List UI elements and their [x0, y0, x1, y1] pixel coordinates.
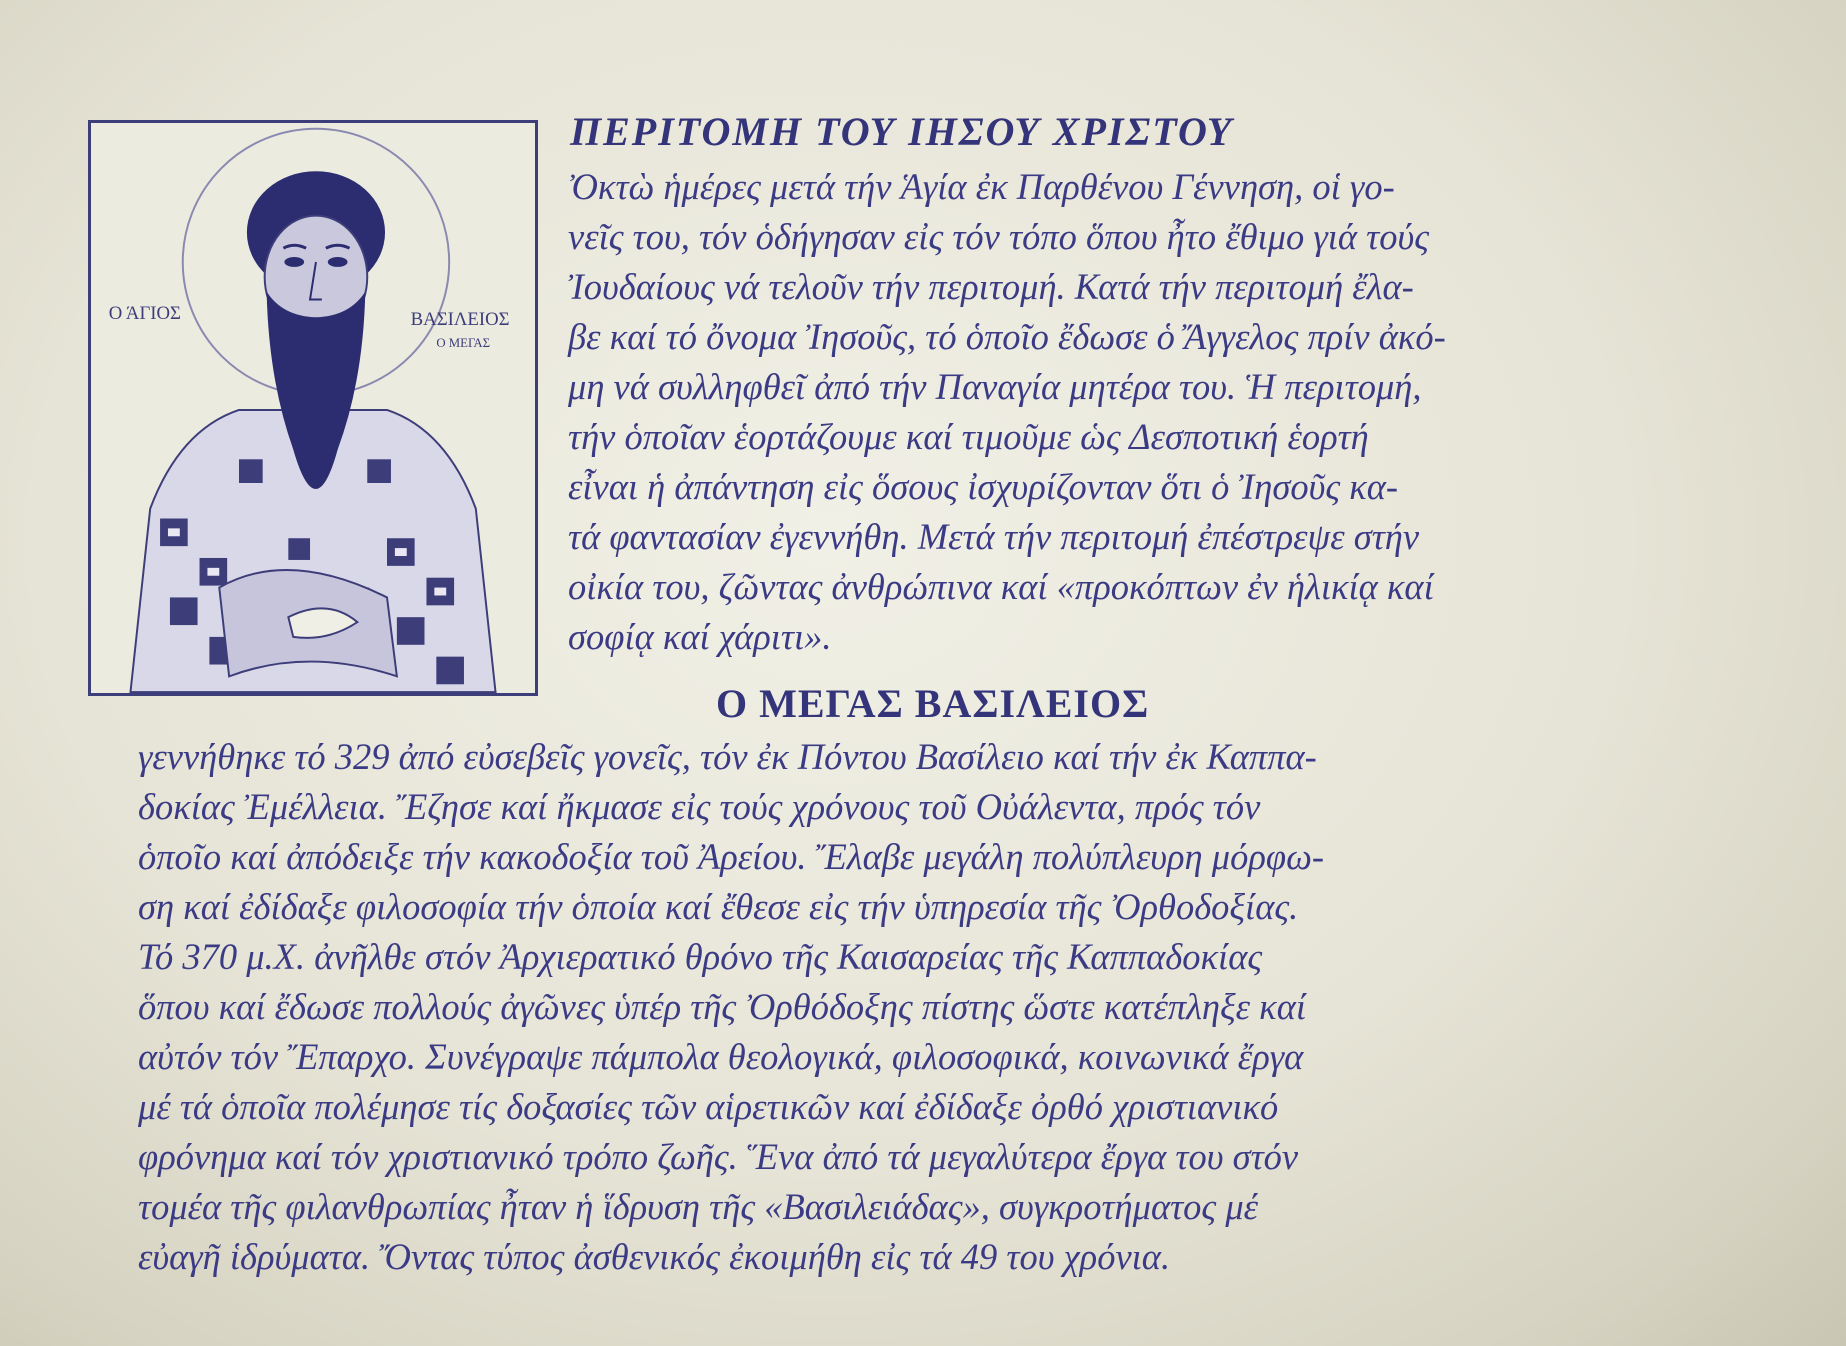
section1-line: εἶναι ἡ ἀπάντηση εἰς ὅσους ἰσχυρίζονταν ὅτι ὁ Ἰησοῦς κα-	[568, 466, 1399, 507]
icon-caption-left: Ο ΆΓΙΟΣ	[108, 303, 181, 325]
section1-line: Ἰουδαίους νά τελοῦν τήν περιτομή. Κατά τήν περιτομή ἔλα-	[568, 266, 1414, 307]
section2-line: εὐαγῆ ἱδρύματα. Ὄντας τύπος ἀσθενικός ἐκοιμήθη εἰς τά 49 του χρόνια.	[138, 1236, 1171, 1277]
section2-line: φρόνημα καί τόν χριστιανικό τρόπο ζωῆς. Ἕνα ἀπό τά μεγαλύτερα ἔργα του στόν	[138, 1136, 1299, 1177]
section1-line: μη νά συλληφθεῖ ἀπό τήν Παναγία μητέρα του. Ἡ περιτομή,	[568, 366, 1422, 407]
section2-line: ση καί ἐδίδαξε φιλοσοφία τήν ὁποία καί ἔθεσε εἰς τήν ὑπηρεσία τῆς Ὀρθοδοξίας.	[138, 886, 1299, 927]
section1-title: ΠΕΡΙΤΟΜΗ ΤΟΥ ΙΗΣΟΥ ΧΡΙΣΤΟΥ	[570, 109, 1234, 154]
icon-caption-sub: Ο ΜΕΓΑΣ	[436, 335, 491, 350]
section2-line: ὁποῖο καί ἀπόδειξε τήν κακοδοξία τοῦ Ἀρείου. Ἔλαβε μεγάλη πολύπλευρη μόρφω-	[138, 836, 1325, 877]
section1-line: οἰκία του, ζῶντας ἀνθρώπινα καί «προκόπτων ἐν ἡλικίᾳ καί	[568, 566, 1434, 607]
section1-line: σοφίᾳ καί χάριτι».	[568, 616, 832, 657]
section2-line: μέ τά ὁποῖα πολέμησε τίς δοξασίες τῶν αἱρετικῶν καί ἐδίδαξε ὀρθό χριστιανικό	[138, 1086, 1279, 1127]
saint-icon-image	[88, 120, 538, 696]
section2-line: ὅπου καί ἔδωσε πολλούς ἀγῶνες ὑπέρ τῆς Ὀρθόδοξης πίστης ὥστε κατέπληξε καί	[138, 986, 1306, 1027]
section1-line: νεῖς του, τόν ὁδήγησαν εἰς τόν τόπο ὅπου ἦτο ἔθιμο γιά τούς	[568, 216, 1430, 257]
section2-title: Ο ΜΕΓΑΣ ΒΑΣΙΛΕΙΟΣ	[716, 681, 1150, 726]
section2-paragraph	[138, 732, 1324, 1282]
section2-line: δοκίας Ἐμέλλεια. Ἔζησε καί ἤκμασε εἰς τούς χρόνους τοῦ Οὐάλεντα, πρός τόν	[138, 786, 1261, 827]
section2-line: τομέα τῆς φιλανθρωπίας ἦταν ἡ ἵδρυση τῆς «Βασιλειάδας», συγκροτήματος μέ	[138, 1186, 1259, 1227]
section1-line: βε καί τό ὄνομα Ἰησοῦς, τό ὁποῖο ἔδωσε ὁ Ἄγγελος πρίν ἀκό-	[568, 316, 1446, 357]
section1-line: Ὀκτὼ ἡμέρες μετά τήν Ἁγία ἐκ Παρθένου Γέννηση, οἱ γο-	[568, 166, 1395, 207]
icon-caption-right: ΒΑΣΙΛΕΙΟΣ	[410, 309, 510, 331]
saint-basil-icon	[91, 123, 535, 693]
section1-paragraph	[568, 162, 1446, 662]
section2-line: αὐτόν τόν Ἔπαρχο. Συνέγραψε πάμπολα θεολογικά, φιλοσοφικά, κοινωνικά ἔργα	[138, 1036, 1304, 1077]
section1-line: τά φαντασίαν ἐγεννήθη. Μετά τήν περιτομή ἐπέστρεψε στήν	[568, 516, 1420, 557]
section2-line: Τό 370 μ.Χ. ἀνῆλθε στόν Ἀρχιερατικό θρόνο τῆς Καισαρείας τῆς Καππαδοκίας	[138, 936, 1263, 977]
section1-line: τήν ὁποῖαν ἑορτάζουμε καί τιμοῦμε ὡς Δεσποτική ἑορτή	[568, 416, 1369, 457]
section2-line: γεννήθηκε τό 329 ἀπό εὐσεβεῖς γονεῖς, τόν ἐκ Πόντου Βασίλειο καί τήν ἐκ Καππα-	[138, 736, 1317, 777]
